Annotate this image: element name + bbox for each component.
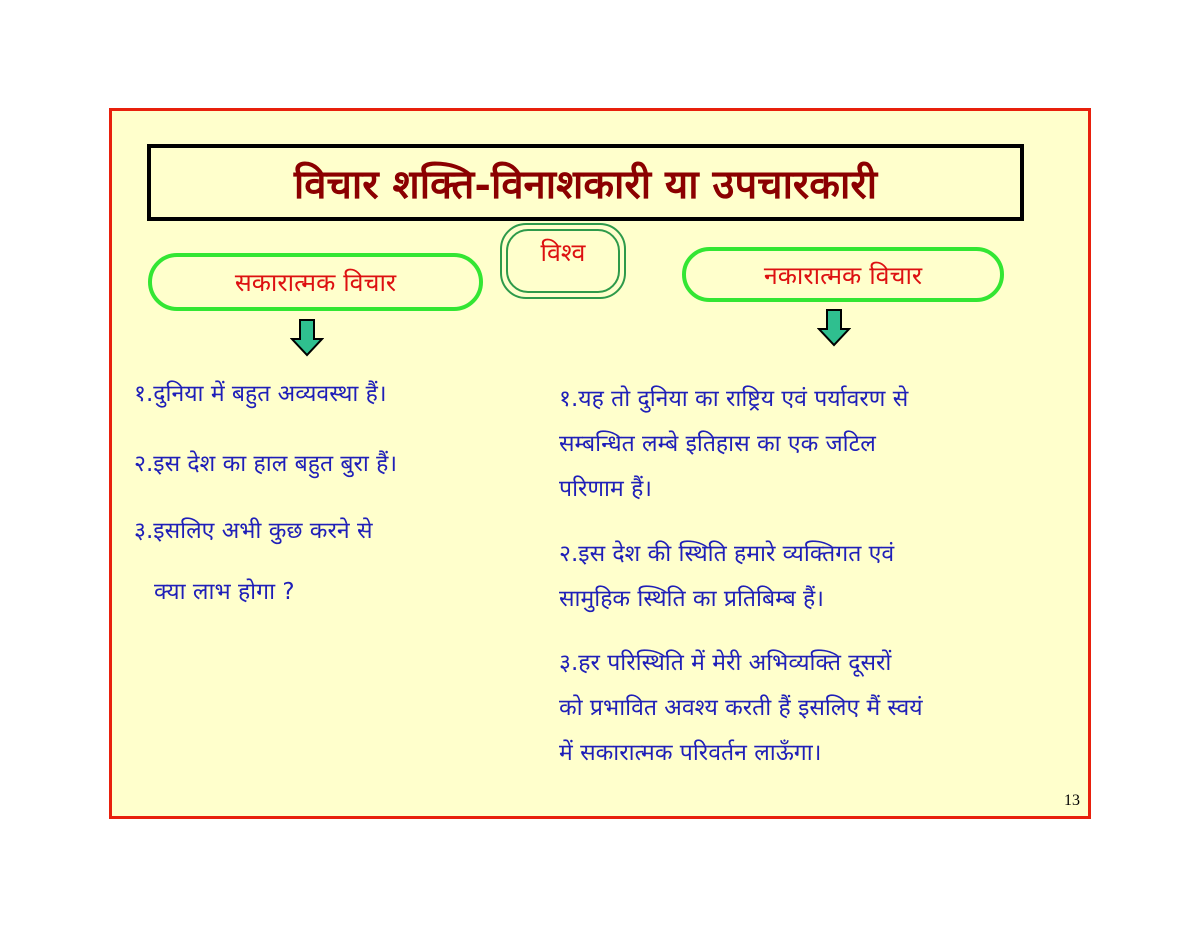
arrow-down-icon xyxy=(817,309,851,347)
positive-heading: सकारात्मक विचार xyxy=(234,268,397,297)
list-item: सम्बन्धित लम्बे इतिहास का एक जटिल xyxy=(559,431,876,457)
slide xyxy=(109,108,1091,819)
list-item: परिणाम हैं। xyxy=(559,476,653,502)
list-item: में सकारात्मक परिवर्तन लाऊँगा। xyxy=(559,740,822,766)
list-item: ३.हर परिस्थिति में मेरी अभिव्यक्ति दूसरों xyxy=(559,650,892,676)
title-box xyxy=(147,144,1024,221)
list-item: २.इस देश की स्थिति हमारे व्यक्तिगत एवं xyxy=(559,541,895,567)
negative-heading: नकारात्मक विचार xyxy=(763,260,923,290)
arrow-down-icon xyxy=(290,319,324,357)
list-item: क्या लाभ होगा ? xyxy=(154,579,295,605)
slide-title: विचार शक्ति-विनाशकारी या उपचारकारी xyxy=(293,161,878,208)
list-item: २.इस देश का हाल बहुत बुरा हैं। xyxy=(134,451,398,477)
list-item: १.दुनिया में बहुत अव्यवस्था हैं। xyxy=(134,381,387,407)
list-item: ३.इसलिए अभी कुछ करने से xyxy=(134,518,373,544)
world-label: विश्व xyxy=(540,238,586,267)
list-item: १.यह तो दुनिया का राष्ट्रिय एवं पर्यावरण से xyxy=(559,386,909,412)
world-box xyxy=(500,223,626,299)
page-number: 13 xyxy=(1064,792,1080,809)
negative-heading-oval xyxy=(682,247,1004,302)
list-item: को प्रभावित अवश्य करती हैं इसलिए मैं स्वयं xyxy=(559,695,923,721)
positive-heading-oval xyxy=(148,253,483,311)
list-item: सामुहिक स्थिति का प्रतिबिम्ब हैं। xyxy=(559,586,824,612)
